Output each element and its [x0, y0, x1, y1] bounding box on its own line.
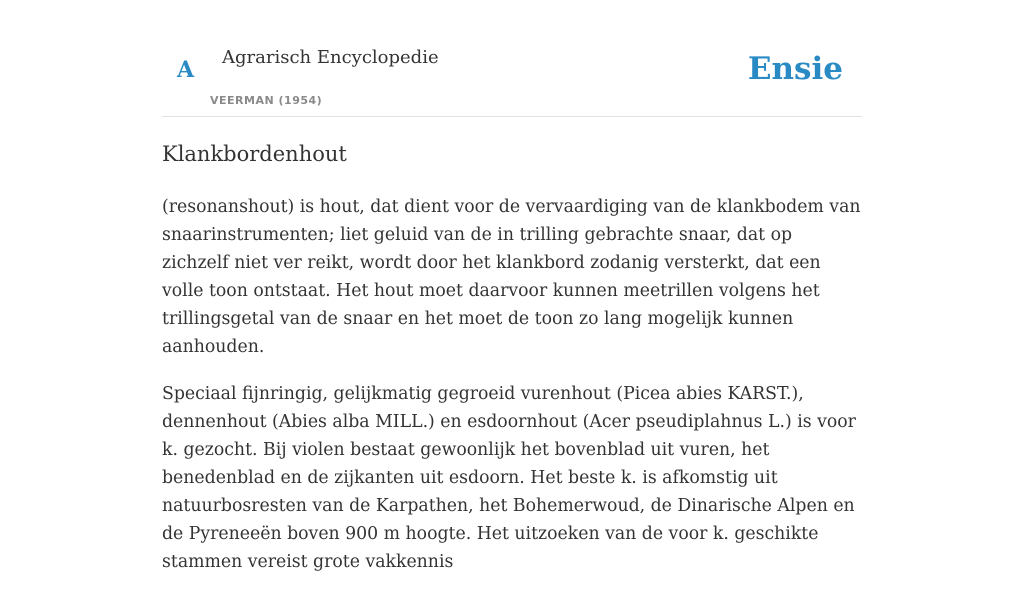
source-meta: VEERMAN (1954)	[210, 94, 323, 107]
source-logo[interactable]: A	[177, 57, 195, 83]
article	[162, 137, 862, 595]
article-paragraph-1: (resonanshout) is hout, dat dient voor de vervaardiging van de klankbodem van snaarinstrumenten; liet geluid van de in trilling gebrachte snaar, dat op zichzelf niet ver reikt, wordt door het klankbord zodanig versterkt, dat een volle toon ontstaat. Het hout moet daarvoor kunnen meetrillen volgens het trillingsgetal van de snaar en het moet de toon zo lang mogelijk kunnen aanhouden.	[162, 197, 861, 357]
article-paragraph-2: Speciaal fijnringig, gelijkmatig gegroeid vurenhout (Picea abies KARST.), dennenhout (Abies alba MILL.) en esdoornhout (Acer pseudiplahnus L.) is voor k. gezocht. Bij violen bestaat gewoonlijk het bovenblad uit vuren, het benedenblad en de zijkanten uit esdoorn. Het beste k. is afkomstig uit natuurbosresten van de Karpathen, het Bohemerwoud, de Dinarische Alpen en de Pyreneeën boven 900 m hoogte. Het uitzoeken van de voor k. geschikte stammen vereist grote vakkennis	[162, 384, 856, 572]
brand-logo[interactable]: Ensie	[747, 51, 843, 87]
article-title: Klankbordenhout	[162, 142, 347, 166]
source-title[interactable]: Agrarisch Encyclopedie	[222, 47, 439, 68]
page-header	[162, 0, 862, 117]
